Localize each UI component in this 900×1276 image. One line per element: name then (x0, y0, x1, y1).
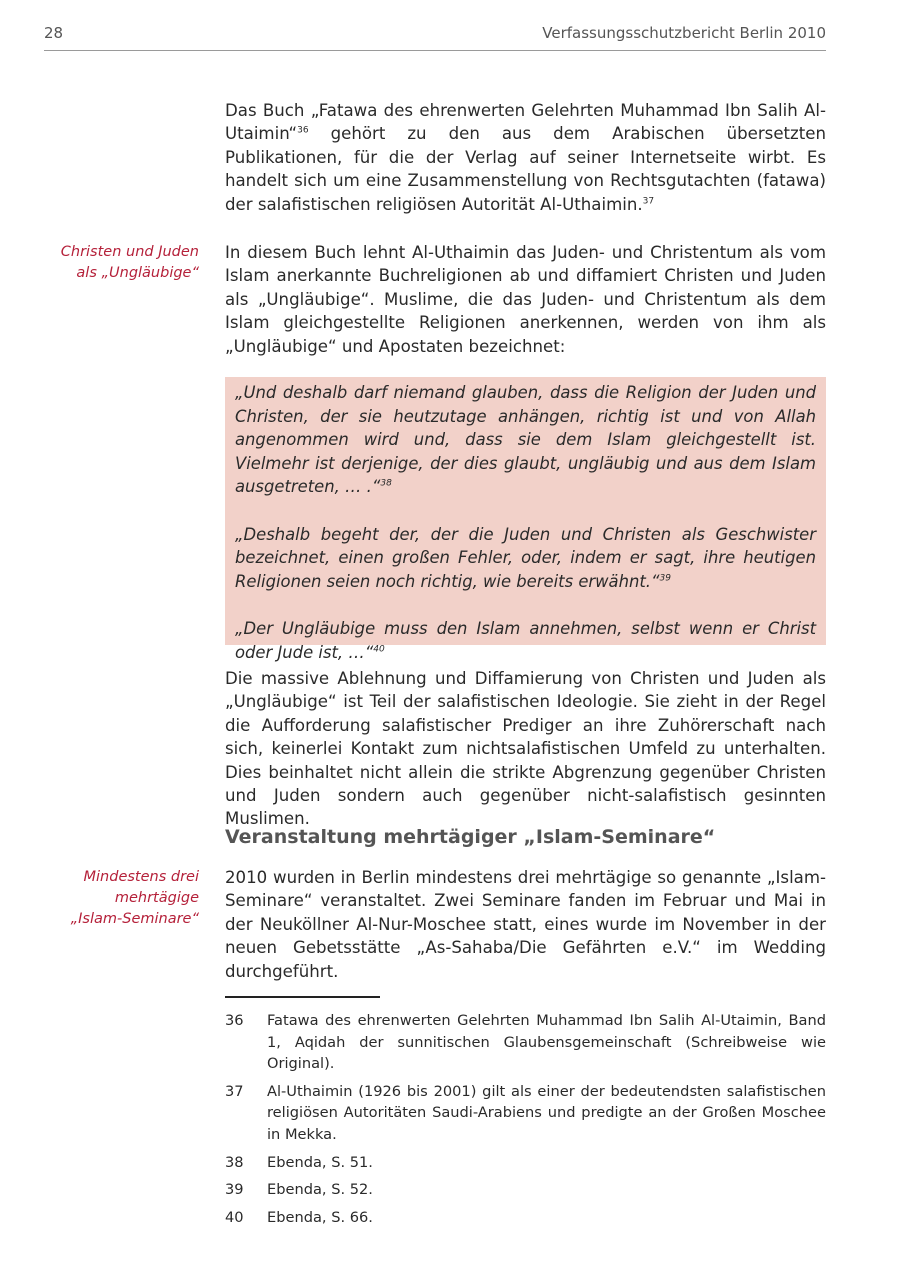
footnote-text: Fatawa des ehrenwerten Gelehrten Muhammad Ibn Salih Al-Utaimin, Band 1, Aqidah der sunnitischen Glaubensgemeinschaft (Schreibweise wie Original). (267, 1012, 826, 1073)
footnote-item (225, 1207, 826, 1229)
footnote-item (225, 1179, 826, 1201)
margin-note-line: mehrtägige (114, 890, 199, 906)
footnote-number: 38 (225, 1153, 244, 1171)
footnote-text: Ebenda, S. 52. (267, 1181, 373, 1199)
quote-box (225, 377, 826, 662)
quote-text: „Und deshalb darf niemand glauben, dass die Religion der Juden und Christen, der sie heutzutage anhängen, richtig ist und von Allah angenommen wird und, dass sie dem Islam gleichgestellt ist. Vielmehr ist derjenige, der dies glaubt, ungläubig und aus dem Islam ausgetreten, … .“ (235, 383, 816, 496)
footnote-divider (225, 996, 380, 998)
footnote-item (225, 1010, 826, 1075)
paragraph-text: 2010 wurden in Berlin mindestens drei mehrtägige so genannte „Islam-Seminare“ veranstaltet. Zwei Seminare fanden im Februar und Mai in der Neuköllner Al-Nur-Moschee statt, eines wurde im November in der neuen Gebetsstätte „As-Sahaba/Die Gefährten e.V.“ im Wedding durchgeführt. (225, 868, 826, 981)
quote-3 (235, 617, 816, 664)
running-title: Verfassungsschutzbericht Berlin 2010 (542, 24, 826, 42)
margin-note-line: als „Ungläubige“ (76, 265, 199, 281)
paragraph-text: Das Buch „Fatawa des ehrenwerten Gelehrten Muhammad Ibn Salih Al-Utaimin“ (225, 101, 826, 144)
quote-1 (235, 381, 816, 499)
paragraph-text: Die massive Ablehnung und Diffamierung von Christen und Juden als „Ungläubige“ ist Teil der salafistischen Ideologie. Sie zieht in der Regel die Aufforderung salafistischer Prediger an ihre Zuhörerschaft nach sich, keinerlei Kontakt zum nichtsalafistischen Umfeld zu unterhalten. Dies beinhaltet nicht allein die strikte Abgrenzung gegenüber Christen und Juden sondern auch gegenüber nicht-salafistisch gesinnten Muslimen. (225, 669, 826, 829)
footnote-number: 40 (225, 1208, 244, 1226)
footnote-ref: 37 (642, 196, 655, 207)
paragraph-text: In diesem Buch lehnt Al-Uthaimin das Juden- und Christentum als vom Islam anerkannte Buchreligionen ab und diffamiert Christen und Juden als „Ungläubige“. Muslime, die das Juden- und Christentum als dem Islam gleichgestellte Religionen anerkennen, werden von ihm als „Ungläubige“ und Apostaten bezeichnet: (225, 243, 826, 356)
margin-note-christians-jews (44, 242, 199, 284)
margin-note-seminars (44, 867, 199, 930)
margin-note-line: Christen und Juden (60, 244, 199, 260)
footnote-text: Ebenda, S. 51. (267, 1153, 373, 1171)
page-number: 28 (44, 24, 64, 42)
paragraph-ideology (225, 667, 826, 831)
quote-text: „Deshalb begeht der, der die Juden und Christen als Geschwister bezeichnet, einen großen Fehler, oder, indem er sagt, ihre heutigen Religionen seien noch richtig, wie bereits erwähnt.“ (235, 524, 816, 591)
margin-note-line: Mindestens drei (83, 869, 199, 885)
footnote-ref: 38 (380, 478, 392, 489)
paragraph-book (225, 241, 826, 358)
footnote-number: 39 (225, 1181, 244, 1199)
footnote-ref: 40 (373, 644, 385, 655)
footnote-number: 36 (225, 1012, 244, 1029)
paragraph-intro (225, 99, 826, 216)
footnote-text: Ebenda, S. 66. (267, 1208, 373, 1226)
footnote-ref: 36 (297, 125, 309, 136)
paragraph-text: gehört zu den aus dem Arabischen übersetzten Publikationen, für die der Verlag auf seiner Internetseite wirbt. Es handelt sich um eine Zusammenstellung von Rechtsgutachten (fatawa) der salafistischen religiösen Autorität Al-Uthaimin. (225, 124, 826, 214)
section-heading: Veranstaltung mehrtägiger „Islam-Seminare“ (225, 826, 716, 848)
quote-text: „Der Ungläubige muss den Islam annehmen, selbst wenn er Christ oder Jude ist, …“ (235, 619, 816, 662)
paragraph-seminars (225, 866, 826, 983)
footnote-item (225, 1152, 826, 1174)
margin-note-line: „Islam-Seminare“ (70, 911, 199, 927)
quote-2 (235, 523, 816, 594)
footnote-ref: 39 (659, 573, 671, 584)
footnote-number: 37 (225, 1082, 244, 1100)
footnote-text: Al-Uthaimin (1926 bis 2001) gilt als einer der bedeutendsten salafistischen religiösen Autoritäten Saudi-Arabiens und predigte an der Großen Moschee in Mekka. (267, 1082, 826, 1143)
page-header (44, 24, 826, 51)
footnote-item (225, 1081, 826, 1146)
footnotes (225, 1010, 826, 1234)
